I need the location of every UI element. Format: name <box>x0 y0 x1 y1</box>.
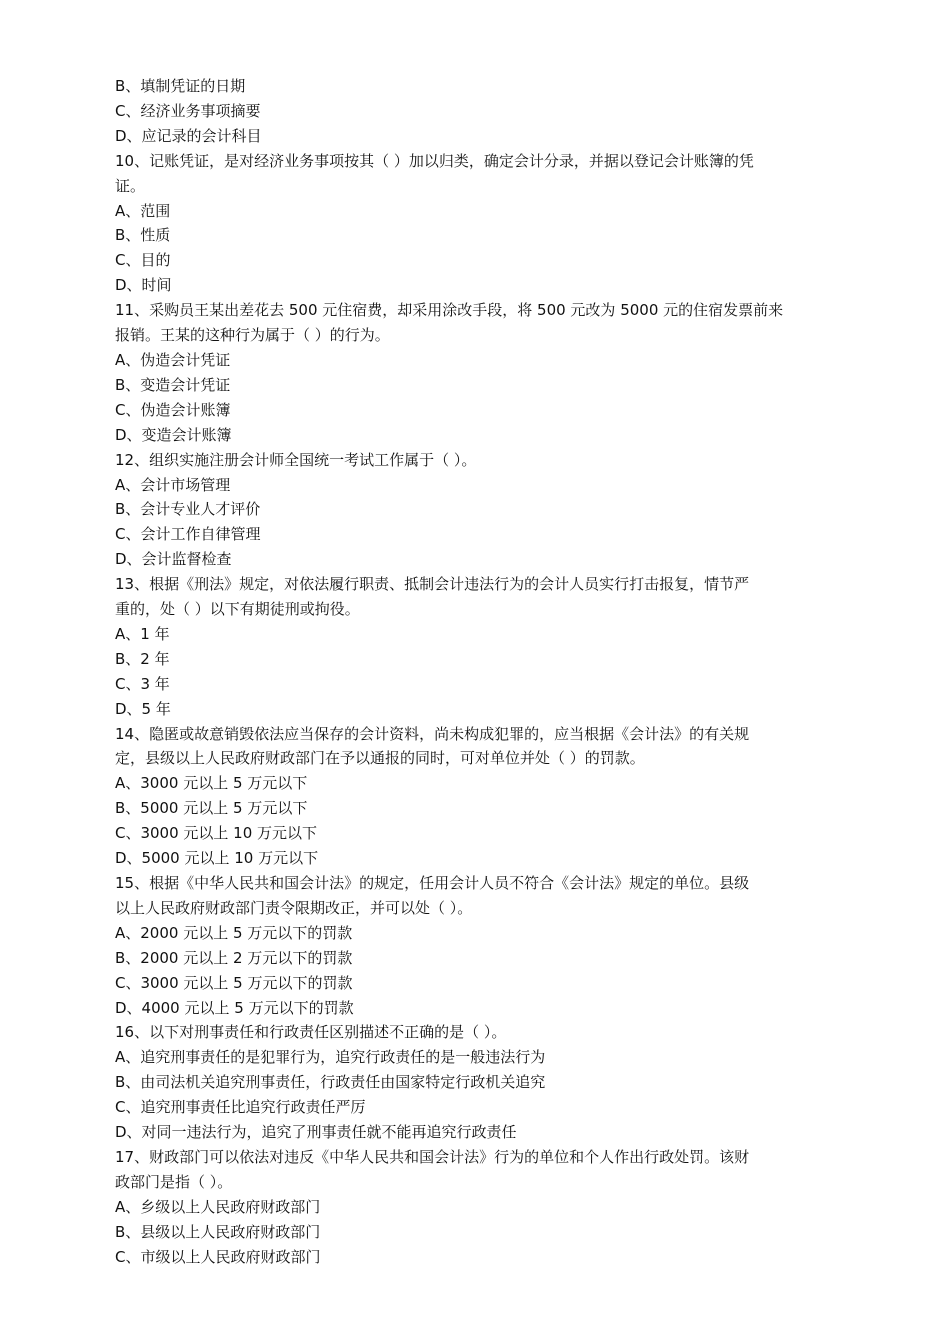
question-14-line-2: 定，县级以上人民政府财政部门在予以通报的同时，可对单位并处（ ）的罚款。 <box>115 749 645 768</box>
question-11-line-2: 报销。王某的这种行为属于（ ）的行为。 <box>115 326 390 345</box>
question-13-line-2: 重的，处（ ）以下有期徒刑或拘役。 <box>115 600 360 619</box>
question-10-line-2: 证。 <box>115 176 146 195</box>
q12-option-d: D、会计监督检查 <box>115 550 232 569</box>
q14-option-b: B、5000 元以上 5 万元以下 <box>115 799 308 818</box>
question-14-line-1: 14、隐匿或故意销毁依法应当保存的会计资料，尚未构成犯罪的，应当根据《会计法》的有关规 <box>115 724 750 743</box>
q12-option-a: A、会计市场管理 <box>115 475 231 494</box>
q15-option-c: C、3000 元以上 5 万元以下的罚款 <box>115 973 353 992</box>
q10-option-b: B、性质 <box>115 226 171 245</box>
q11-option-b: B、变造会计凭证 <box>115 375 231 394</box>
question-16: 16、以下对刑事责任和行政责任区别描述不正确的是（ ）。 <box>115 1023 507 1042</box>
q10-option-c: C、目的 <box>115 251 171 270</box>
q14-option-a: A、3000 元以上 5 万元以下 <box>115 774 308 793</box>
q13-option-a: A、1 年 <box>115 624 170 643</box>
document-page <box>115 74 835 1270</box>
q11-option-a: A、伪造会计凭证 <box>115 350 231 369</box>
q13-option-b: B、2 年 <box>115 649 170 668</box>
q13-option-d: D、5 年 <box>115 699 171 718</box>
q14-option-c: C、3000 元以上 10 万元以下 <box>115 824 318 843</box>
q17-option-c: C、市级以上人民政府财政部门 <box>115 1247 321 1266</box>
question-17-line-1: 17、财政部门可以依法对违反《中华人民共和国会计法》行为的单位和个人作出行政处罚。该财 <box>115 1147 750 1166</box>
question-11-line-1: 11、采购员王某出差花去 500 元住宿费，却采用涂改手段，将 500 元改为 5000 元的住宿发票前来 <box>115 301 784 320</box>
q15-option-d: D、4000 元以上 5 万元以下的罚款 <box>115 998 354 1017</box>
question-15-line-2: 以上人民政府财政部门责令限期改正，并可以处（ ）。 <box>115 898 473 917</box>
question-10-line-1: 10、记账凭证，是对经济业务事项按其（ ）加以归类，确定会计分录，并据以登记会计账簿的凭 <box>115 151 754 170</box>
question-17-line-2: 政部门是指（ ）。 <box>115 1172 233 1191</box>
q16-option-c: C、追究刑事责任比追究行政责任严厉 <box>115 1098 366 1117</box>
q12-option-b: B、会计专业人才评价 <box>115 500 261 519</box>
q16-option-a: A、追究刑事责任的是犯罪行为，追究行政责任的是一般违法行为 <box>115 1048 546 1067</box>
q15-option-b: B、2000 元以上 2 万元以下的罚款 <box>115 948 353 967</box>
option-c-summary: C、经济业务事项摘要 <box>115 101 261 120</box>
q10-option-d: D、时间 <box>115 276 172 295</box>
q11-option-d: D、变造会计账簿 <box>115 425 232 444</box>
question-12: 12、组织实施注册会计师全国统一考试工作属于（ ）。 <box>115 450 477 469</box>
q11-option-c: C、伪造会计账簿 <box>115 400 231 419</box>
q17-option-a: A、乡级以上人民政府财政部门 <box>115 1197 321 1216</box>
option-d-account: D、应记录的会计科目 <box>115 126 262 145</box>
q17-option-b: B、县级以上人民政府财政部门 <box>115 1222 321 1241</box>
q16-option-d: D、对同一违法行为，追究了刑事责任就不能再追究行政责任 <box>115 1123 517 1142</box>
q13-option-c: C、3 年 <box>115 674 170 693</box>
q14-option-d: D、5000 元以上 10 万元以下 <box>115 849 319 868</box>
question-15-line-1: 15、根据《中华人民共和国会计法》的规定，任用会计人员不符合《会计法》规定的单位。县级 <box>115 874 750 892</box>
q16-option-b: B、由司法机关追究刑事责任，行政责任由国家特定行政机关追究 <box>115 1073 546 1092</box>
q10-option-a: A、范围 <box>115 201 171 220</box>
question-13-line-1: 13、根据《刑法》规定，对依法履行职责、抵制会计违法行为的会计人员实行打击报复，情节严 <box>115 575 750 594</box>
q15-option-a: A、2000 元以上 5 万元以下的罚款 <box>115 923 353 942</box>
option-b-fill-date: B、填制凭证的日期 <box>115 77 246 95</box>
q12-option-c: C、会计工作自律管理 <box>115 525 261 544</box>
